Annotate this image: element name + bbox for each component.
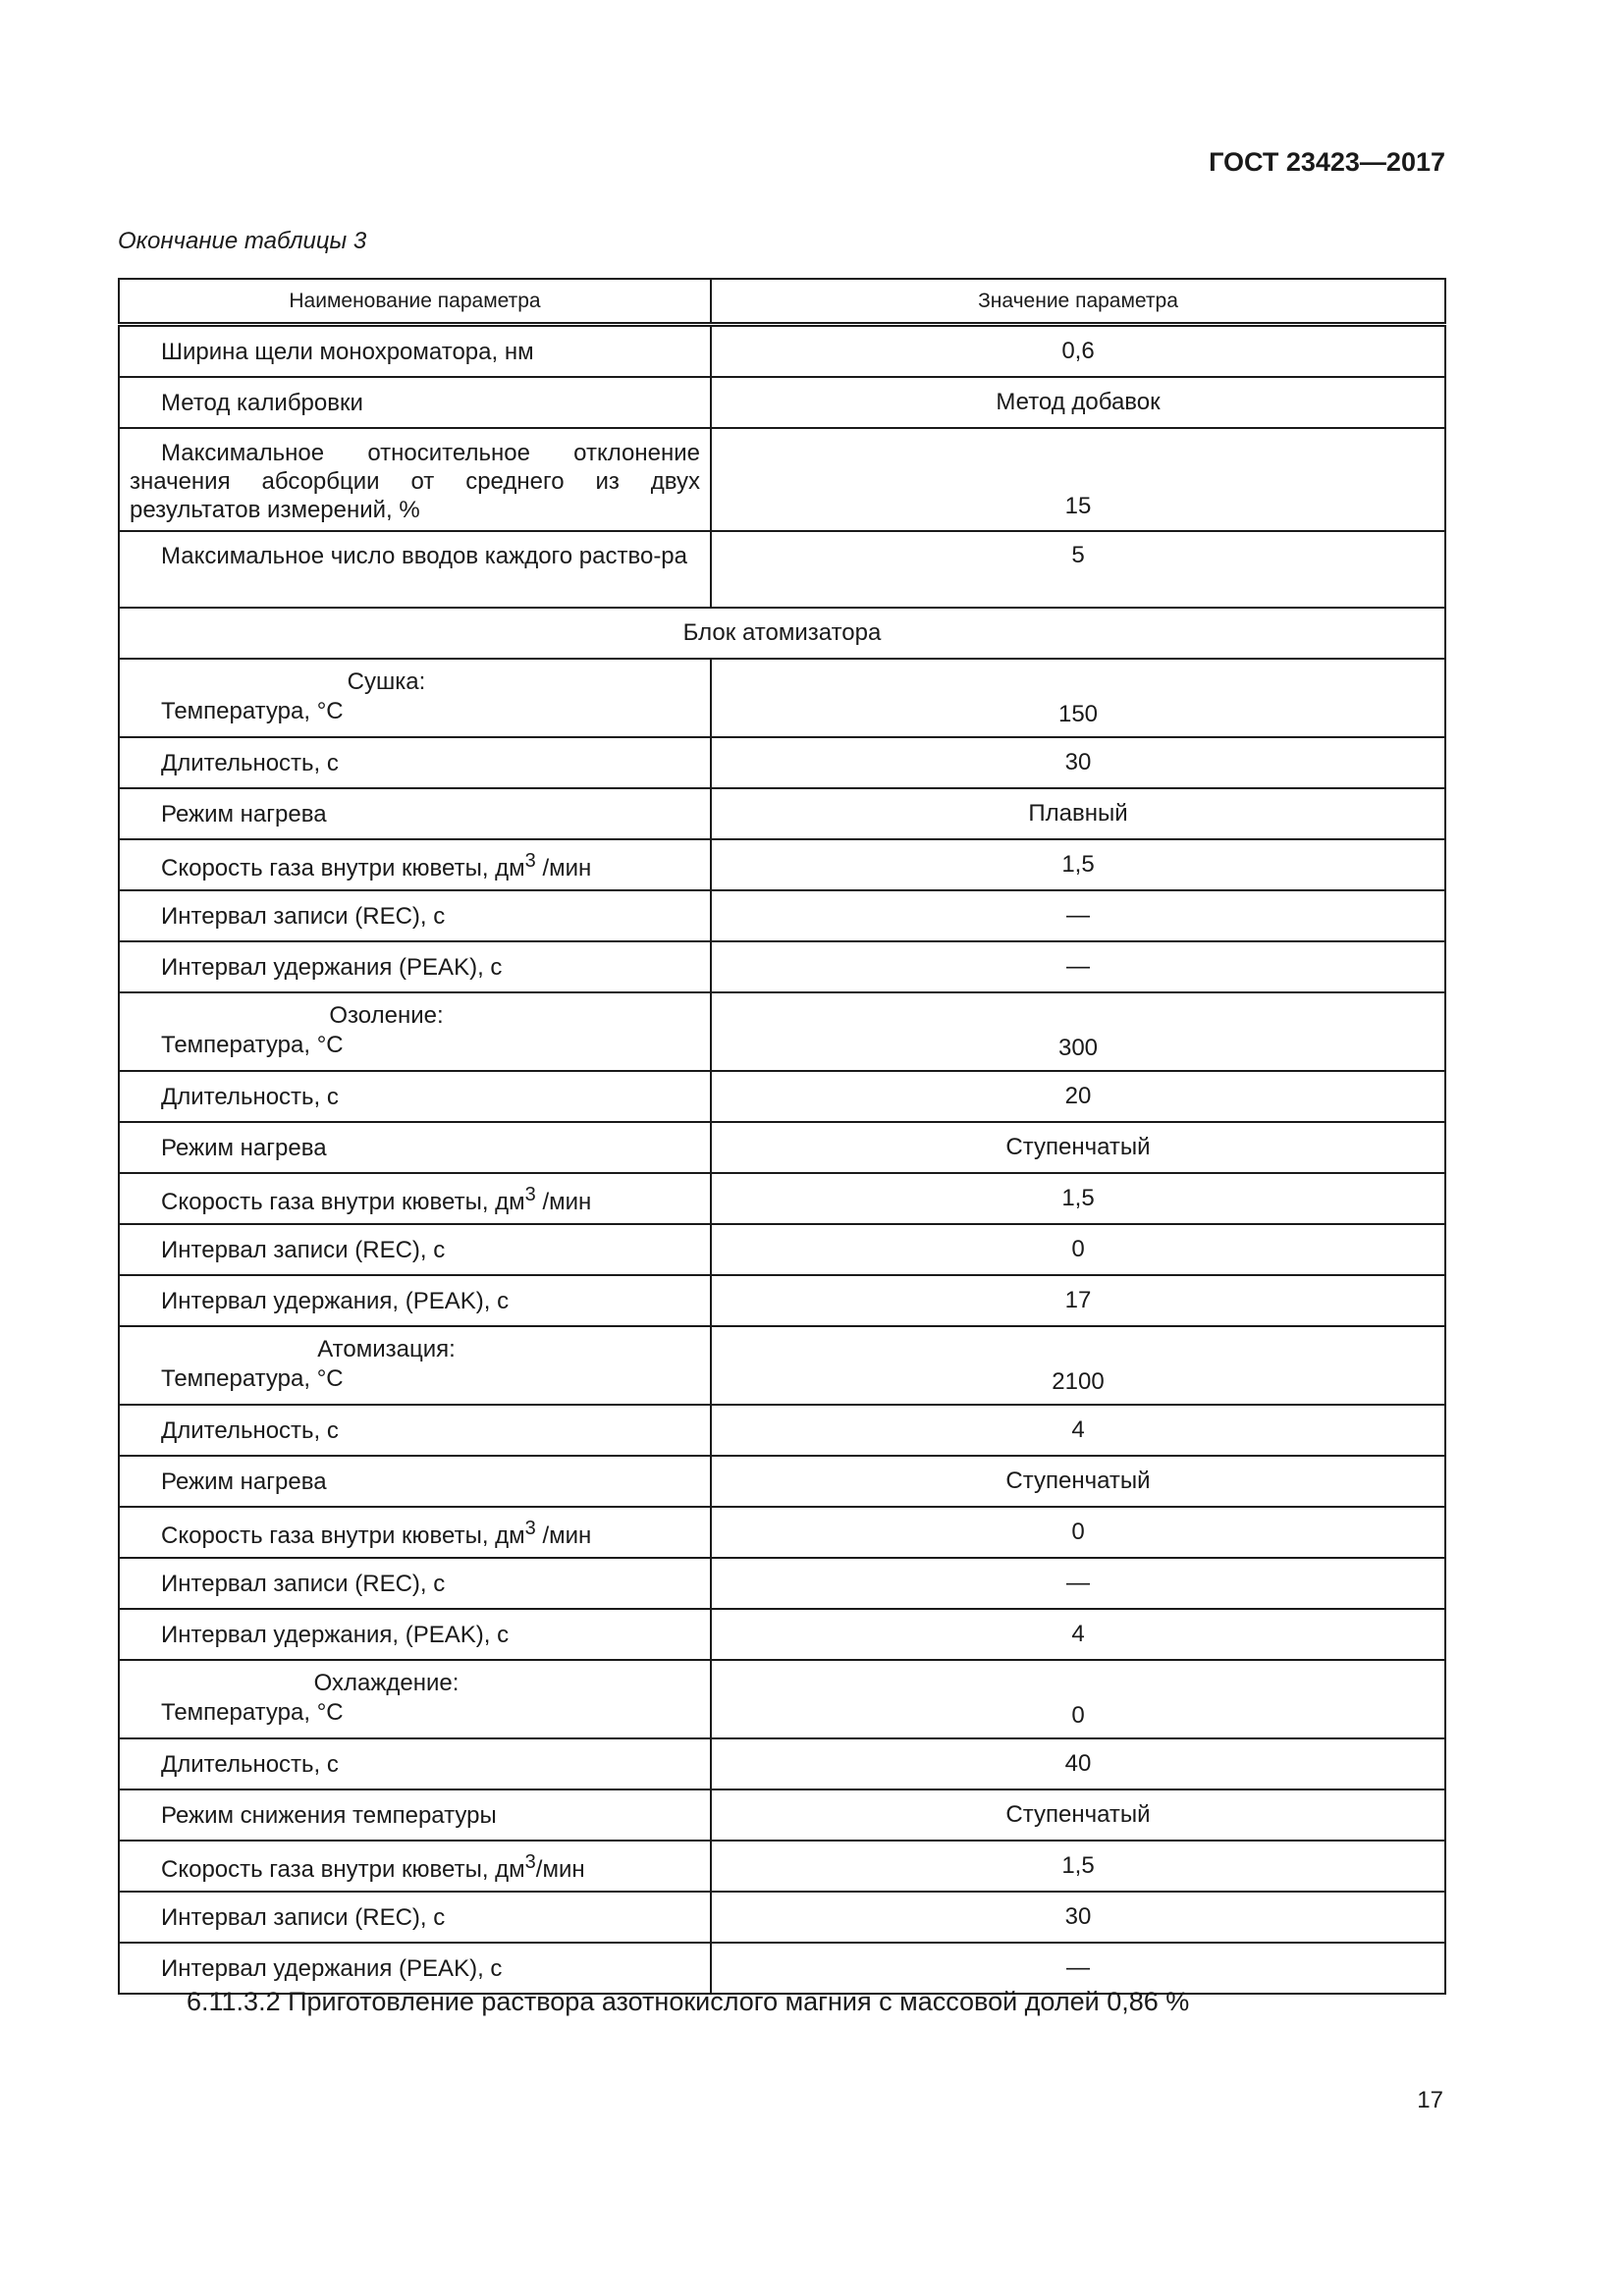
param-text: Режим нагрева [161,1134,327,1161]
param-cell [119,890,711,941]
column-header-value: Значение параметра [711,279,1445,325]
param-cell [119,941,711,992]
value-cell: 0 [711,1660,1445,1738]
value-cell: Плавный [711,788,1445,839]
value-cell: — [711,941,1445,992]
stage-param-cell [119,1326,711,1405]
param-text: Интервал удержания, (PEAK), с [161,1287,510,1314]
param-cell [119,1122,711,1173]
unit-exponent: 3 [524,1184,536,1205]
table-row [119,737,1445,788]
value-cell: — [711,1943,1445,1994]
param-cell [119,428,711,531]
table-row [119,377,1445,428]
param-cell [119,788,711,839]
stage-name: Атомизация: [317,1336,456,1362]
unit-tail: /мин [535,1856,585,1883]
param-cell: Ширина щели монохроматора, нм [119,325,711,378]
value-cell: 17 [711,1275,1445,1326]
stage-name: Сушка: [347,668,426,695]
table-caption: Окончание таблицы 3 [118,228,367,254]
unit-exponent: 3 [524,850,536,872]
document-code: ГОСТ 23423—2017 [1209,147,1445,177]
table-row [119,1738,1445,1789]
param-cell [119,531,711,608]
value-cell: 30 [711,1892,1445,1943]
section-paragraph: 6.11.3.2 Приготовление раствора азотнокислого магния с массовой долей 0,86 % [187,1987,1190,2016]
value-cell: 2100 [711,1326,1445,1405]
param-cell [119,1224,711,1275]
param-cell [119,1609,711,1660]
table-row [119,1122,1445,1173]
param-text: Скорость газа внутри кюветы, дм [161,855,525,881]
table-row [119,1224,1445,1275]
param-text: Скорость газа внутри кюветы, дм [161,1856,525,1883]
param-text: Интервал записи (REC), с [161,902,446,930]
param-text: Интервал записи (REC), с [161,1570,446,1597]
table-row [119,531,1445,608]
table-row [119,1071,1445,1122]
value-cell: Ступенчатый [711,1789,1445,1841]
param-cell [119,737,711,788]
stage-name: Охлаждение: [313,1670,460,1696]
value-cell: 0 [711,1224,1445,1275]
unit-exponent: 3 [524,1518,536,1539]
section-row [119,608,1445,659]
stage-temperature-label: Температура, °С [161,1365,344,1392]
value-cell: 1,5 [711,1841,1445,1892]
table-row [119,1789,1445,1841]
stage-param-cell [119,1660,711,1738]
table-row [119,1405,1445,1456]
param-text: Режим нагрева [161,800,327,828]
stage-row [119,659,1445,737]
param-text: Длительность, с [161,749,339,776]
stage-param-cell [119,659,711,737]
section-title: Блок атомизатора [119,608,1445,659]
param-text: Режим снижения температуры [161,1801,497,1829]
param-text: Скорость газа внутри кюветы, дм [161,1189,525,1215]
table-row [119,941,1445,992]
value-cell: — [711,1558,1445,1609]
value-cell: 0,6 [711,325,1445,378]
param-cell [119,1738,711,1789]
table-row [119,839,1445,890]
param-text: Интервал удержания (PEAK), с [161,953,503,981]
table-row [119,788,1445,839]
stage-temperature-label: Температура, °С [161,1032,344,1058]
value-cell: 30 [711,737,1445,788]
value-cell: 20 [711,1071,1445,1122]
parameters-table [118,278,1446,1995]
value-cell: Метод добавок [711,377,1445,428]
table-row [119,1173,1445,1224]
stage-temperature-label: Температура, °С [161,698,344,724]
param-cell [119,1456,711,1507]
param-cell [119,1405,711,1456]
value-cell: 15 [711,428,1445,531]
table-row [119,428,1445,531]
table-row [119,1609,1445,1660]
value-cell: 1,5 [711,1173,1445,1224]
table-row [119,1275,1445,1326]
param-cell: Метод калибровки [119,377,711,428]
table-body [119,325,1445,1995]
table-row [119,1456,1445,1507]
param-text: Длительность, с [161,1083,339,1110]
table-row [119,1841,1445,1892]
value-cell: 5 [711,531,1445,608]
param-cell [119,1071,711,1122]
stage-row [119,1660,1445,1738]
stage-row [119,1326,1445,1405]
stage-name: Озоление: [329,1002,444,1029]
column-header-parameter: Наименование параметра [119,279,711,325]
stage-param-cell [119,992,711,1071]
page-number: 17 [1417,2087,1443,2113]
value-cell: 1,5 [711,839,1445,890]
param-text: Интервал записи (REC), с [161,1903,446,1931]
param-cell [119,1892,711,1943]
value-cell: — [711,890,1445,941]
unit-tail: /мин [535,855,592,881]
param-text: Длительность, с [161,1416,339,1444]
table-row [119,325,1445,378]
unit-tail: /мин [535,1522,592,1549]
value-cell: Ступенчатый [711,1456,1445,1507]
table-row [119,890,1445,941]
param-cell [119,1558,711,1609]
param-cell [119,1789,711,1841]
unit-exponent: 3 [524,1851,536,1873]
param-cell [119,1841,711,1892]
value-cell: 4 [711,1609,1445,1660]
unit-tail: /мин [535,1189,592,1215]
param-text: Максимальное число вводов каждого раство-ра [161,543,688,569]
param-text: Интервал записи (REC), с [161,1236,446,1263]
table-row [119,1892,1445,1943]
param-text: Интервал удержания, (PEAK), с [161,1621,510,1648]
param-cell [119,1173,711,1224]
param-text: Скорость газа внутри кюветы, дм [161,1522,525,1549]
param-cell [119,1507,711,1558]
table-header-row [119,279,1445,325]
value-cell: 4 [711,1405,1445,1456]
value-cell: 40 [711,1738,1445,1789]
param-text: Максимальное относительное отклонение значения абсорбции от среднего из двух результатов измерений, % [130,440,700,523]
value-cell: 300 [711,992,1445,1071]
param-text: Режим нагрева [161,1468,327,1495]
table-row [119,1558,1445,1609]
value-cell: 150 [711,659,1445,737]
param-cell [119,1275,711,1326]
param-text: Длительность, с [161,1750,339,1778]
stage-row [119,992,1445,1071]
param-cell [119,839,711,890]
stage-temperature-label: Температура, °С [161,1699,344,1726]
table-row [119,1507,1445,1558]
param-text: Интервал удержания (PEAK), с [161,1954,503,1982]
value-cell: 0 [711,1507,1445,1558]
value-cell: Ступенчатый [711,1122,1445,1173]
